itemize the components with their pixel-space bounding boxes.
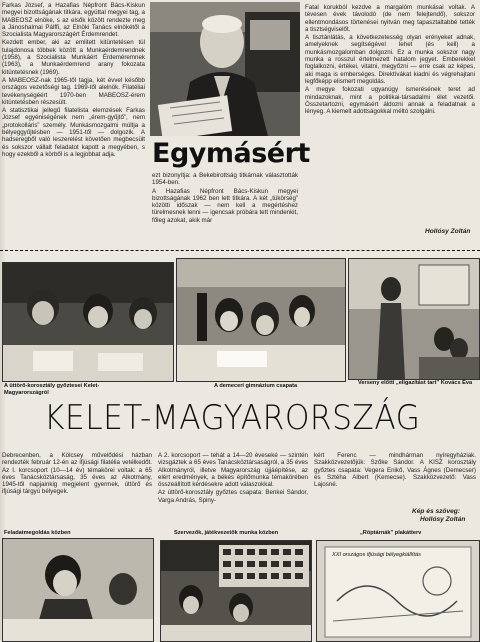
paragraph: Debrecenben, a Kölcsey művelődési házban rendezték február 12-én az ifjúsági filatélia vetélkedőt. Az I. korcsoport (10—14 év) témakörei voltak: a 65 éves Tanácsköztársaság, 35 éves az Alkotmány, 1945-től napjainkig megjelent gyermek, úttörő és ifjúsági tárgyú bélyegek. — [2, 452, 152, 496]
paragraph: Fatal korukból kezdve a margalóm munkásai voltak. A tévesen évek távolodó (de nem felejtendő), sokszor ellentmondásos törtenései nyitván meg tapasztaltabbé tették a tisztségviselőt. — [305, 4, 475, 33]
article-headline: Egymásért — [152, 138, 310, 169]
photo-demecser-team — [176, 258, 346, 382]
photo-task-solving — [2, 538, 154, 642]
article-column-left-bottom — [2, 452, 152, 528]
credit-label: Kép és szöveg: — [412, 508, 461, 515]
paragraph: A 2. korcsoport — tehát a 14—20 éveseké — szintén vizsgáztek a 65 éves Tanácsköztársaságról, a 35 éves Alkotmányról, illetve Magyarország újjáépítése, az elért eredmények, a békés építőmunka témakörében összeállított kérdésekre adott válaszokkal. — [158, 452, 308, 489]
photo-caption: A üttörő-korosztály győztesei Kelet-Magyarországról — [4, 383, 100, 396]
paragraph: A tisztánlátás, a következetesség olyan erényeket adnak, amelyeknek segítségével lehet (és kell) a munkásmozgalomban dolgozni. Ez a munka sokszor nagy munka a rosszul értelmezett hatalom jegyet. Emberekkel foglalkozni, értékei, vitatni, megyőzni — erre csak az képes, aki maga is emberséges. Direktívákat kiadni és végrehajtani legfőképp elismert megoldás. — [305, 34, 475, 85]
photo-pioneer-winners — [2, 262, 174, 382]
paragraph: Farkas József, a Hazafias Népfront Bács-Kiskun megyei bizottságának titkára, egyúttal megyei tag, a MABEOSZ elnöke, s az elsők között rendezte meg a Jánoshalmai Pálffi, az Elnöki Tanács elnökétől a Szocialista Magyarországért Érdemrendet. — [2, 2, 145, 39]
photo-briefing — [348, 258, 480, 380]
paragraph: A Hazafias Népfront Bács-Kiskun megyei bizottságának 1962 ben lett titkára. A két „tükörség” közötti időszak — nem kell a megértéshez türelmesnek lenni — igencsak próbára tett mindenkit, főleg azokat, akik már — [152, 187, 298, 224]
photo-caption: Verseny előtti „eligazítást tart” Kovács Éva — [358, 380, 473, 386]
portrait-photo — [150, 2, 300, 136]
paragraph: Kezdett ember, aki az emlitett kitüntetésen túl tulajdonosa többek között a Munkaérdemrendnek (1958), a Szocialista Munkáért Érdeméremnek (1963), a Munkaérdemrend arany fokozata kitüntetésnek (1969). — [2, 39, 145, 76]
paragraph: kért Ferenc — mindhárman nyíregyháziak. Szakközvezetőjük: Szőke Sándor. A KISZ korosztály győztes csapata: Vegera Enikő, Vass Ágnes (Demecser) és Sztéha Albert (Kemecse). Szakközvezető: Vass Lajosné. — [314, 452, 476, 489]
paragraph: Az úttörő-korosztály győztes csapata: Benkei Sándor, Varga András, Spiny- — [158, 489, 308, 504]
paragraph: A megye fokozati ugyanúgy ismerésének teret ad mindazoknak, mint a politikai-társadalmi élet vezetői. Összetartozni, egymásért áldozni annak a feladatnak a lényeg. A kiemelt adottságokkal méltó szolgálni. — [305, 86, 475, 116]
section-headline: KELET-MAGYARORSZÁG — [44, 398, 421, 438]
article-column-left — [2, 2, 145, 240]
photo-caption: Feladatmegoldás közben — [4, 530, 71, 536]
paragraph: A MABEOSZ-nak 1965-től tagja, két évvel később országos vezetőségi tag. 1969-től alelnök. Filatéliai tevékenységéért 1970-ben MABEOSZ-érem kitüntetésben részesült. — [2, 76, 145, 106]
author-signature: Hollósy Zoltán — [425, 228, 471, 235]
article-column-middle — [152, 172, 298, 238]
photo-caption: Szervezők, játékvezetők munka közben — [174, 530, 279, 536]
photo-caption: „Röptárnák” plakátterv — [360, 530, 422, 536]
poster-text: XXI országos ifjúsági bélyegkiállítás — [332, 552, 421, 558]
paragraph: ezt bizonyítja: a Bekebirottság titkárnak választották 1954-ben. — [152, 172, 298, 187]
photo-organizers — [160, 540, 312, 642]
article-column-right-bottom — [314, 452, 476, 508]
photo-caption: A demeceri gimnázium csapata — [214, 383, 298, 389]
article-column-middle-bottom — [158, 452, 308, 528]
divider-line — [0, 250, 480, 251]
credit-author: Hollósy Zoltán — [420, 516, 466, 523]
paragraph: A statisztikai jellegű filatelista elemzések Farkas József egyéniségének nem „érem-gyűjtő”, nem „protokolláris” személy. Munkásmozgalmi múltja a bélyeggyűjtésben — 1951-től — dolgozik. A hadseregből való leszerelést követően megbecsült és sokszor vállalt feladatot kapott a megyében, s hogy ezekből a körből is a legjobbat adja. — [2, 107, 145, 158]
article-column-right — [305, 4, 475, 226]
